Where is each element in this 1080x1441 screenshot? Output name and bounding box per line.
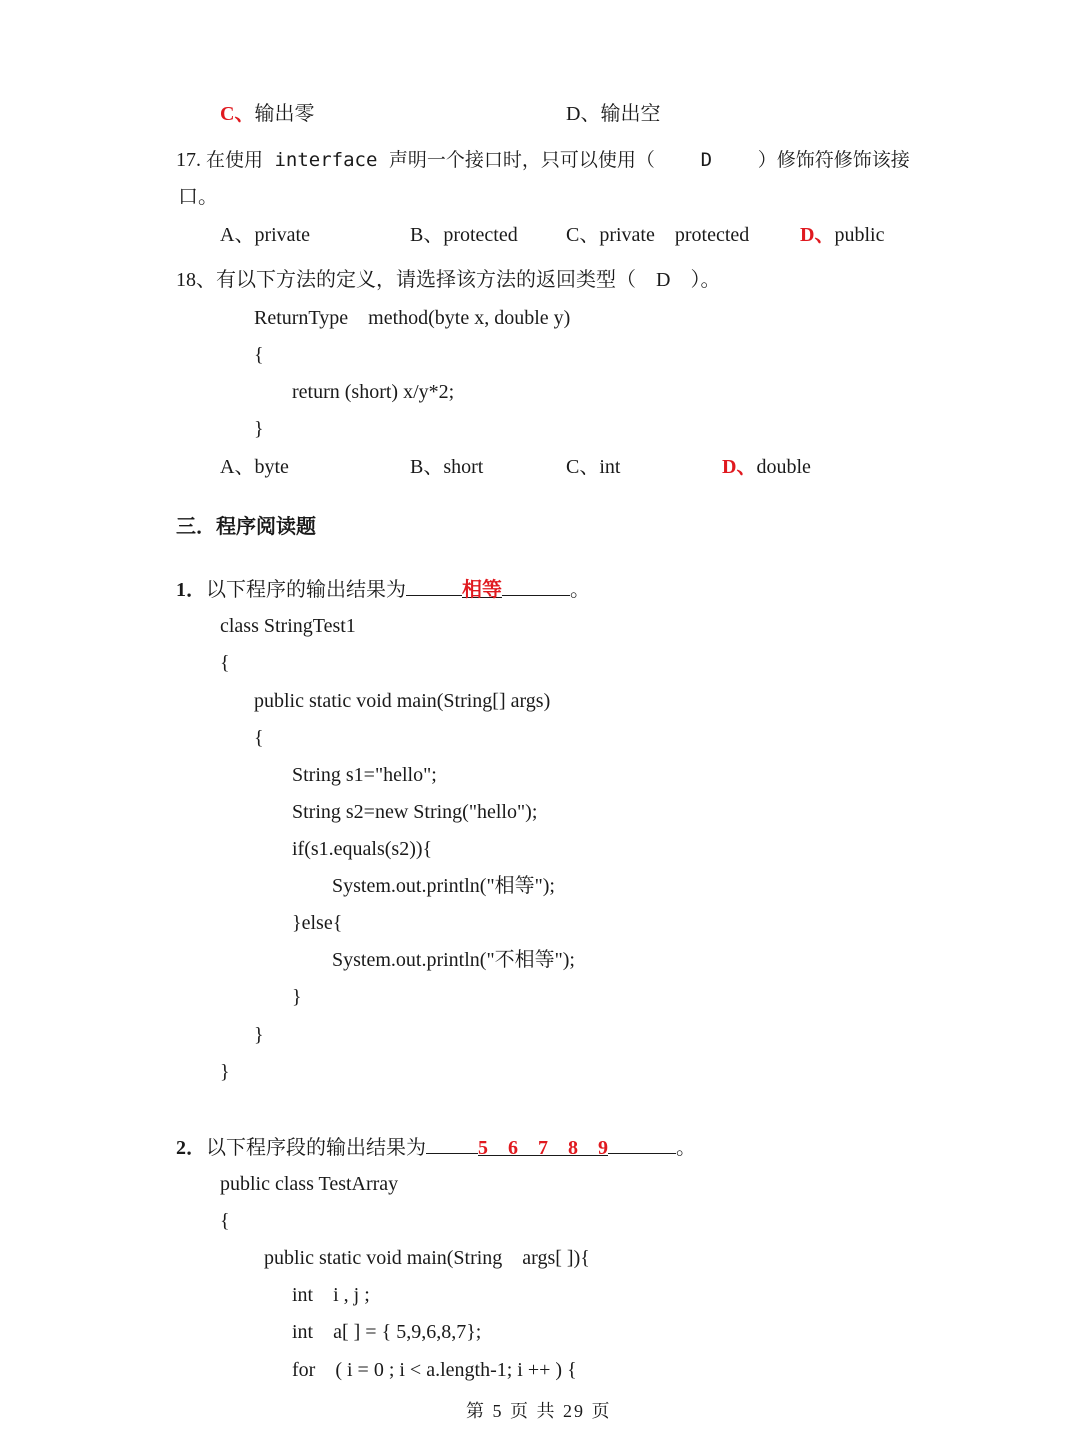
q17-option-c: C、private protected	[566, 224, 750, 246]
p2-code-line: public class TestArray	[220, 1173, 399, 1195]
p2-answer: 5 6 7 8 9	[478, 1137, 608, 1159]
q18-option-c: C、int	[566, 456, 621, 478]
q18-option-d	[722, 454, 811, 480]
p1-answer: 相等	[462, 579, 502, 601]
p2-stem-text: 以下程序段的输出结果为	[206, 1137, 426, 1159]
q18-stem: 18、有以下方法的定义，请选择该方法的返回类型（ D ）。	[176, 269, 721, 291]
p2-blank-left	[426, 1133, 478, 1154]
p1-code-line: class StringTest1	[220, 615, 356, 637]
p1-number: 1．	[176, 579, 206, 601]
q17-option-a: A、private	[220, 224, 310, 246]
q17-stem	[176, 147, 910, 173]
p1-blank-left	[406, 575, 462, 596]
q17-option-d-text: public	[834, 224, 885, 246]
p1-code-line: String s1="hello";	[292, 764, 437, 786]
q16-option-c	[220, 101, 314, 127]
p2-number: 2．	[176, 1137, 206, 1159]
q17-option-d-letter: D、	[800, 224, 835, 246]
q18-code-line: }	[254, 418, 264, 440]
p2-end: 。	[676, 1137, 696, 1159]
page-footer: 第 5 页 共 29 页	[466, 1401, 612, 1421]
q17-number: 17.	[176, 149, 201, 171]
q17-option-b: B、protected	[410, 224, 518, 246]
p1-code-line: {	[220, 652, 230, 674]
q16-option-d-letter: D、	[566, 103, 601, 125]
q18-option-d-letter: D、	[722, 456, 757, 478]
q17-line2: 口。	[178, 186, 218, 208]
p1-code-line: }else{	[292, 912, 343, 934]
q16-option-d-text: 输出空	[600, 103, 661, 125]
q18-option-b: B、short	[410, 456, 484, 478]
p1-blank-right	[502, 575, 570, 596]
p1-code-line: {	[254, 727, 264, 749]
p2-code-line: for ( i = 0 ; i < a.length-1; i ++ ) {	[292, 1359, 577, 1381]
q18-code-line: return (short) x/y*2;	[292, 381, 455, 403]
q17-line1: 在使用 interface 声明一个接口时，只可以使用（ D ）修饰符修饰该接	[206, 149, 910, 171]
p2-blank-right	[608, 1133, 676, 1154]
p1-code-line: String s2=new String("hello");	[292, 801, 538, 823]
q17-option-d	[800, 222, 884, 248]
p2-code-line: public static void main(String args[ ]){	[264, 1247, 590, 1269]
p1-code-line: System.out.println("相等");	[332, 875, 555, 897]
q16-option-c-letter: C、	[220, 103, 255, 125]
p1-stem-text: 以下程序的输出结果为	[206, 579, 406, 601]
p2-stem	[176, 1133, 696, 1161]
q18-option-a: A、byte	[220, 456, 289, 478]
p2-code-line: int a[ ] = { 5,9,6,8,7};	[292, 1321, 482, 1343]
q16-option-d	[566, 101, 660, 127]
p1-end: 。	[570, 579, 590, 601]
p1-code-line: }	[254, 1024, 264, 1046]
p2-code-line: int i , j ;	[292, 1284, 370, 1306]
p1-code-line: }	[220, 1061, 230, 1083]
p1-code-line: }	[292, 986, 302, 1008]
q18-code-line: {	[254, 344, 264, 366]
q16-option-c-text: 输出零	[254, 103, 315, 125]
p2-code-line: {	[220, 1210, 230, 1232]
p1-code-line: if(s1.equals(s2)){	[292, 838, 433, 860]
p1-code-line: System.out.println("不相等");	[332, 949, 575, 971]
q18-option-d-text: double	[756, 456, 811, 478]
p1-stem	[176, 575, 590, 603]
section-heading: 三．程序阅读题	[176, 516, 316, 538]
p1-code-line: public static void main(String[] args)	[254, 690, 551, 712]
q18-code-line: ReturnType method(byte x, double y)	[254, 307, 571, 329]
